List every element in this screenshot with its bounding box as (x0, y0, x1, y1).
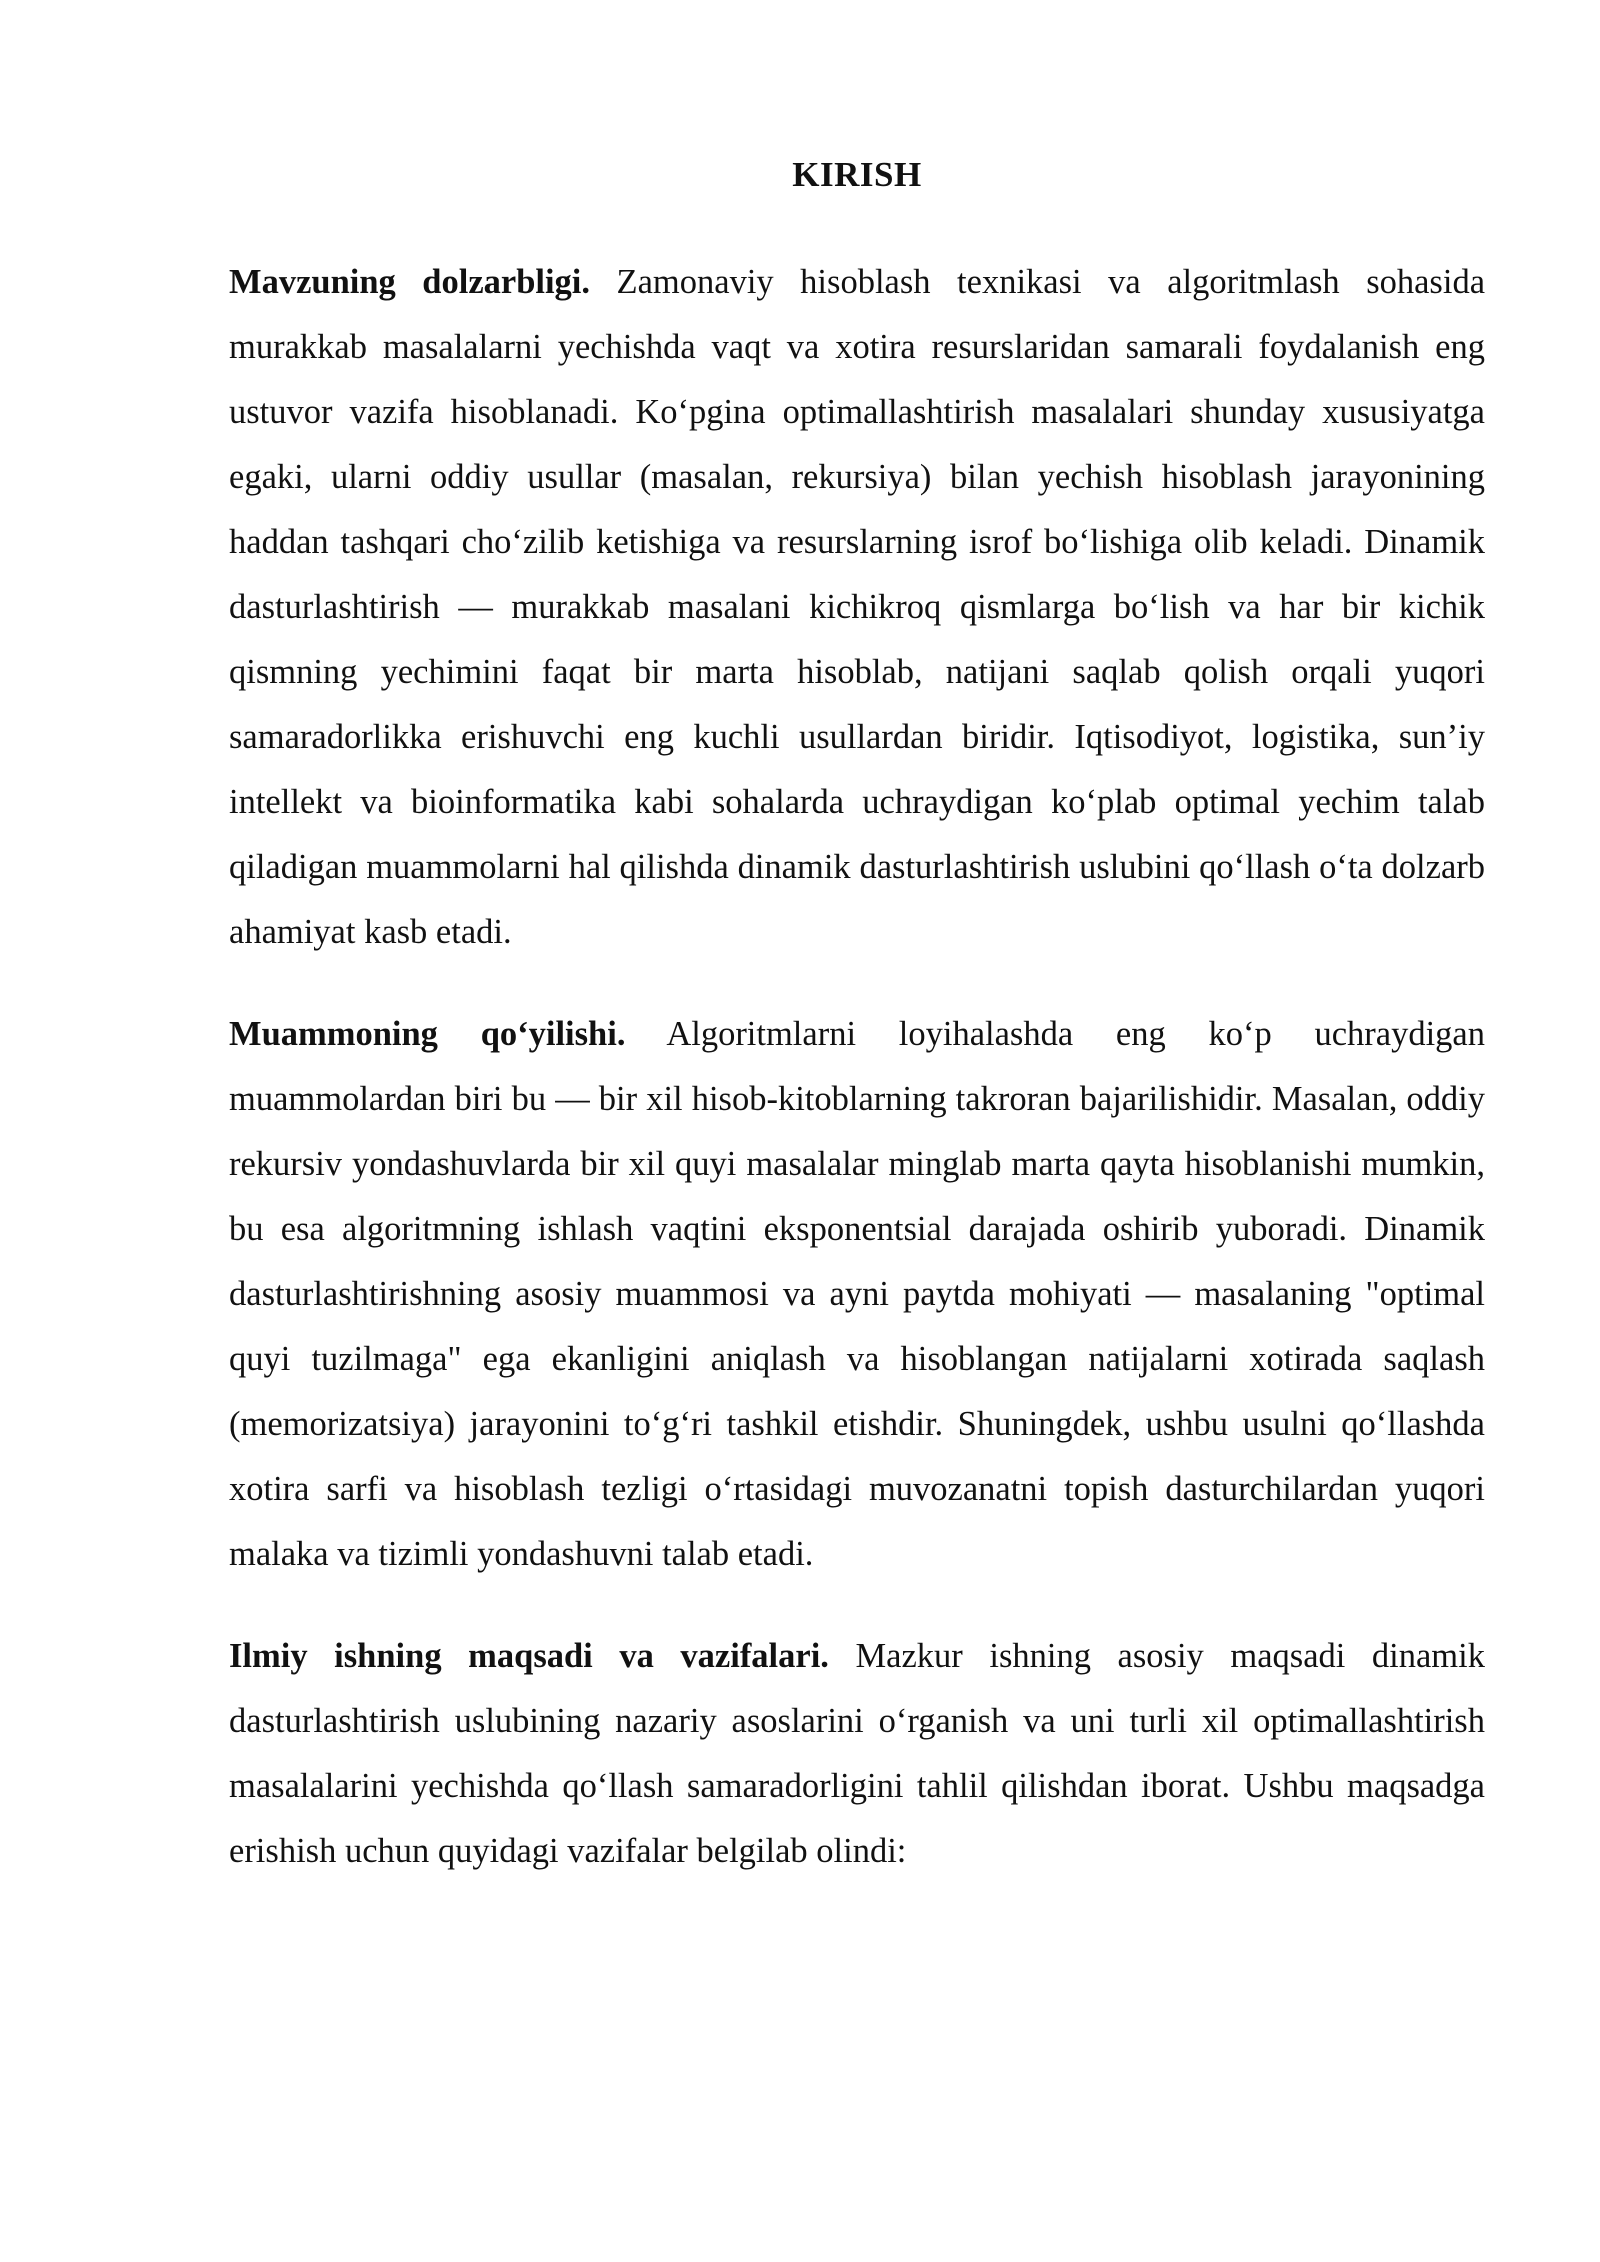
page-content (229, 150, 1485, 1921)
section-text: Mazkur ishning asosiy maqsadi dinamik dasturlashtirish uslubining nazariy asoslarini oʻrganish va uni turli xil optimallashtirish masalalarini yechishda qoʻllash samaradorligini tahlil qilishdan iborat. Ushbu maqsadga erishish uchun quyidagi vazifalar belgilab olindi: (229, 1637, 1485, 1870)
section-text: Zamonaviy hisoblash texnikasi va algoritmlash sohasida murakkab masalalarni yechishda vaqt va xotira resurslaridan samarali foydalanish eng ustuvor vazifa hisoblanadi. Koʻpgina optimallashtirish masalalari shunday xususiyatga egaki, ularni oddiy usullar (masalan, rekursiya) bilan yechish hisoblash jarayonining haddan tashqari choʻzilib ketishiga va resurslarning isrof boʻlishiga olib keladi. Dinamik dasturlashtirish — murakkab masalani kichikroq qismlarga boʻlish va har bir kichik qismning yechimini faqat bir marta hisoblab, natijani saqlab qolish orqali yuqori samaradorlikka erishuvchi eng kuchli usullardan biridir. Iqtisodiyot, logistika, sun’iy intellekt va bioinformatika kabi sohalarda uchraydigan koʻplab optimal yechim talab qiladigan muammolarni hal qilishda dinamik dasturlashtirish uslubini qoʻllash oʻta dolzarb ahamiyat kasb etadi. (229, 263, 1486, 951)
section-heading: Mavzuning dolzarbligi. (229, 263, 591, 301)
section-problem-statement (229, 1002, 1485, 1587)
section-goals-and-tasks (229, 1624, 1485, 1884)
section-text: Algoritmlarni loyihalashda eng koʻp uchraydigan muammolardan biri bu — bir xil hisob-kitoblarning takroran bajarilishidir. Masalan, oddiy rekursiv yondashuvlarda bir xil quyi masalalar minglab marta qayta hisoblanishi mumkin, bu esa algoritmning ishlash vaqtini eksponentsial darajada oshirib yuboradi. Dinamik dasturlashtirishning asosiy muammosi va ayni paytda mohiyati — masalaning "optimal quyi tuzilmaga" ega ekanligini aniqlash va hisoblangan natijalarni xotirada saqlash (memorizatsiya) jarayonini toʻgʻri tashkil etishdir. Shuningdek, ushbu usulni qoʻllashda xotira sarfi va hisoblash tezligi oʻrtasidagi muvozanatni topish dasturchilardan yuqori malaka va tizimli yondashuvni talab etadi. (229, 1015, 1485, 1573)
section-heading: Ilmiy ishning maqsadi va vazifalari. (229, 1637, 829, 1675)
section-heading: Muammoning qoʻyilishi. (229, 1015, 626, 1053)
section-relevance (229, 250, 1485, 965)
page-title: KIRISH (792, 155, 922, 194)
